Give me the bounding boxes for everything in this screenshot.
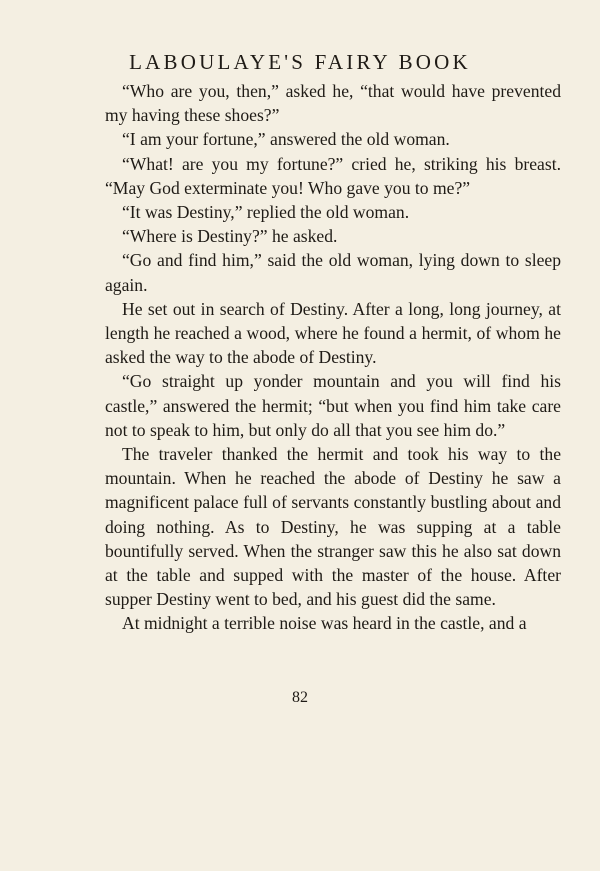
paragraph: “Go and find him,” said the old woman, lying down to sleep again. (105, 250, 561, 295)
page-body (105, 79, 561, 636)
paragraph: “Go straight up yonder mountain and you will find his castle,” answered the hermit; “but when you find him take care not to speak to him, but only do all that you see him do.” (105, 371, 561, 440)
paragraph: “It was Destiny,” replied the old woman. (122, 202, 410, 223)
paragraph: He set out in search of Destiny. After a long, long journey, at length he reached a wood, where he found a hermit, of whom he asked the way to the abode of Destiny. (105, 298, 561, 368)
paragraph: “I am your fortune,” answered the old woman. (122, 129, 450, 150)
running-header: LABOULAYE'S FAIRY BOOK (129, 50, 471, 74)
paragraph: “What! are you my fortune?” cried he, striking his breast. “May God exterminate you! Who gave you to me?” (105, 153, 561, 198)
paragraph: At midnight a terrible noise was heard in the castle, and a (122, 613, 527, 634)
page-number: 82 (292, 689, 308, 706)
paragraph: “Who are you, then,” asked he, “that would have prevented my having these shoes?” (105, 81, 561, 126)
paragraph: The traveler thanked the hermit and took his way to the mountain. When he reached the abode of Destiny he saw a magnificent palace full of servants constantly bustling about and doing nothing. As to Destiny, he was supping at a table bountifully served. When the stranger saw this he also sat down at the table and supped with the master of the house. After supper Destiny went to bed, and his guest did the same. (105, 444, 561, 610)
paragraph: “Where is Destiny?” he asked. (122, 226, 338, 247)
